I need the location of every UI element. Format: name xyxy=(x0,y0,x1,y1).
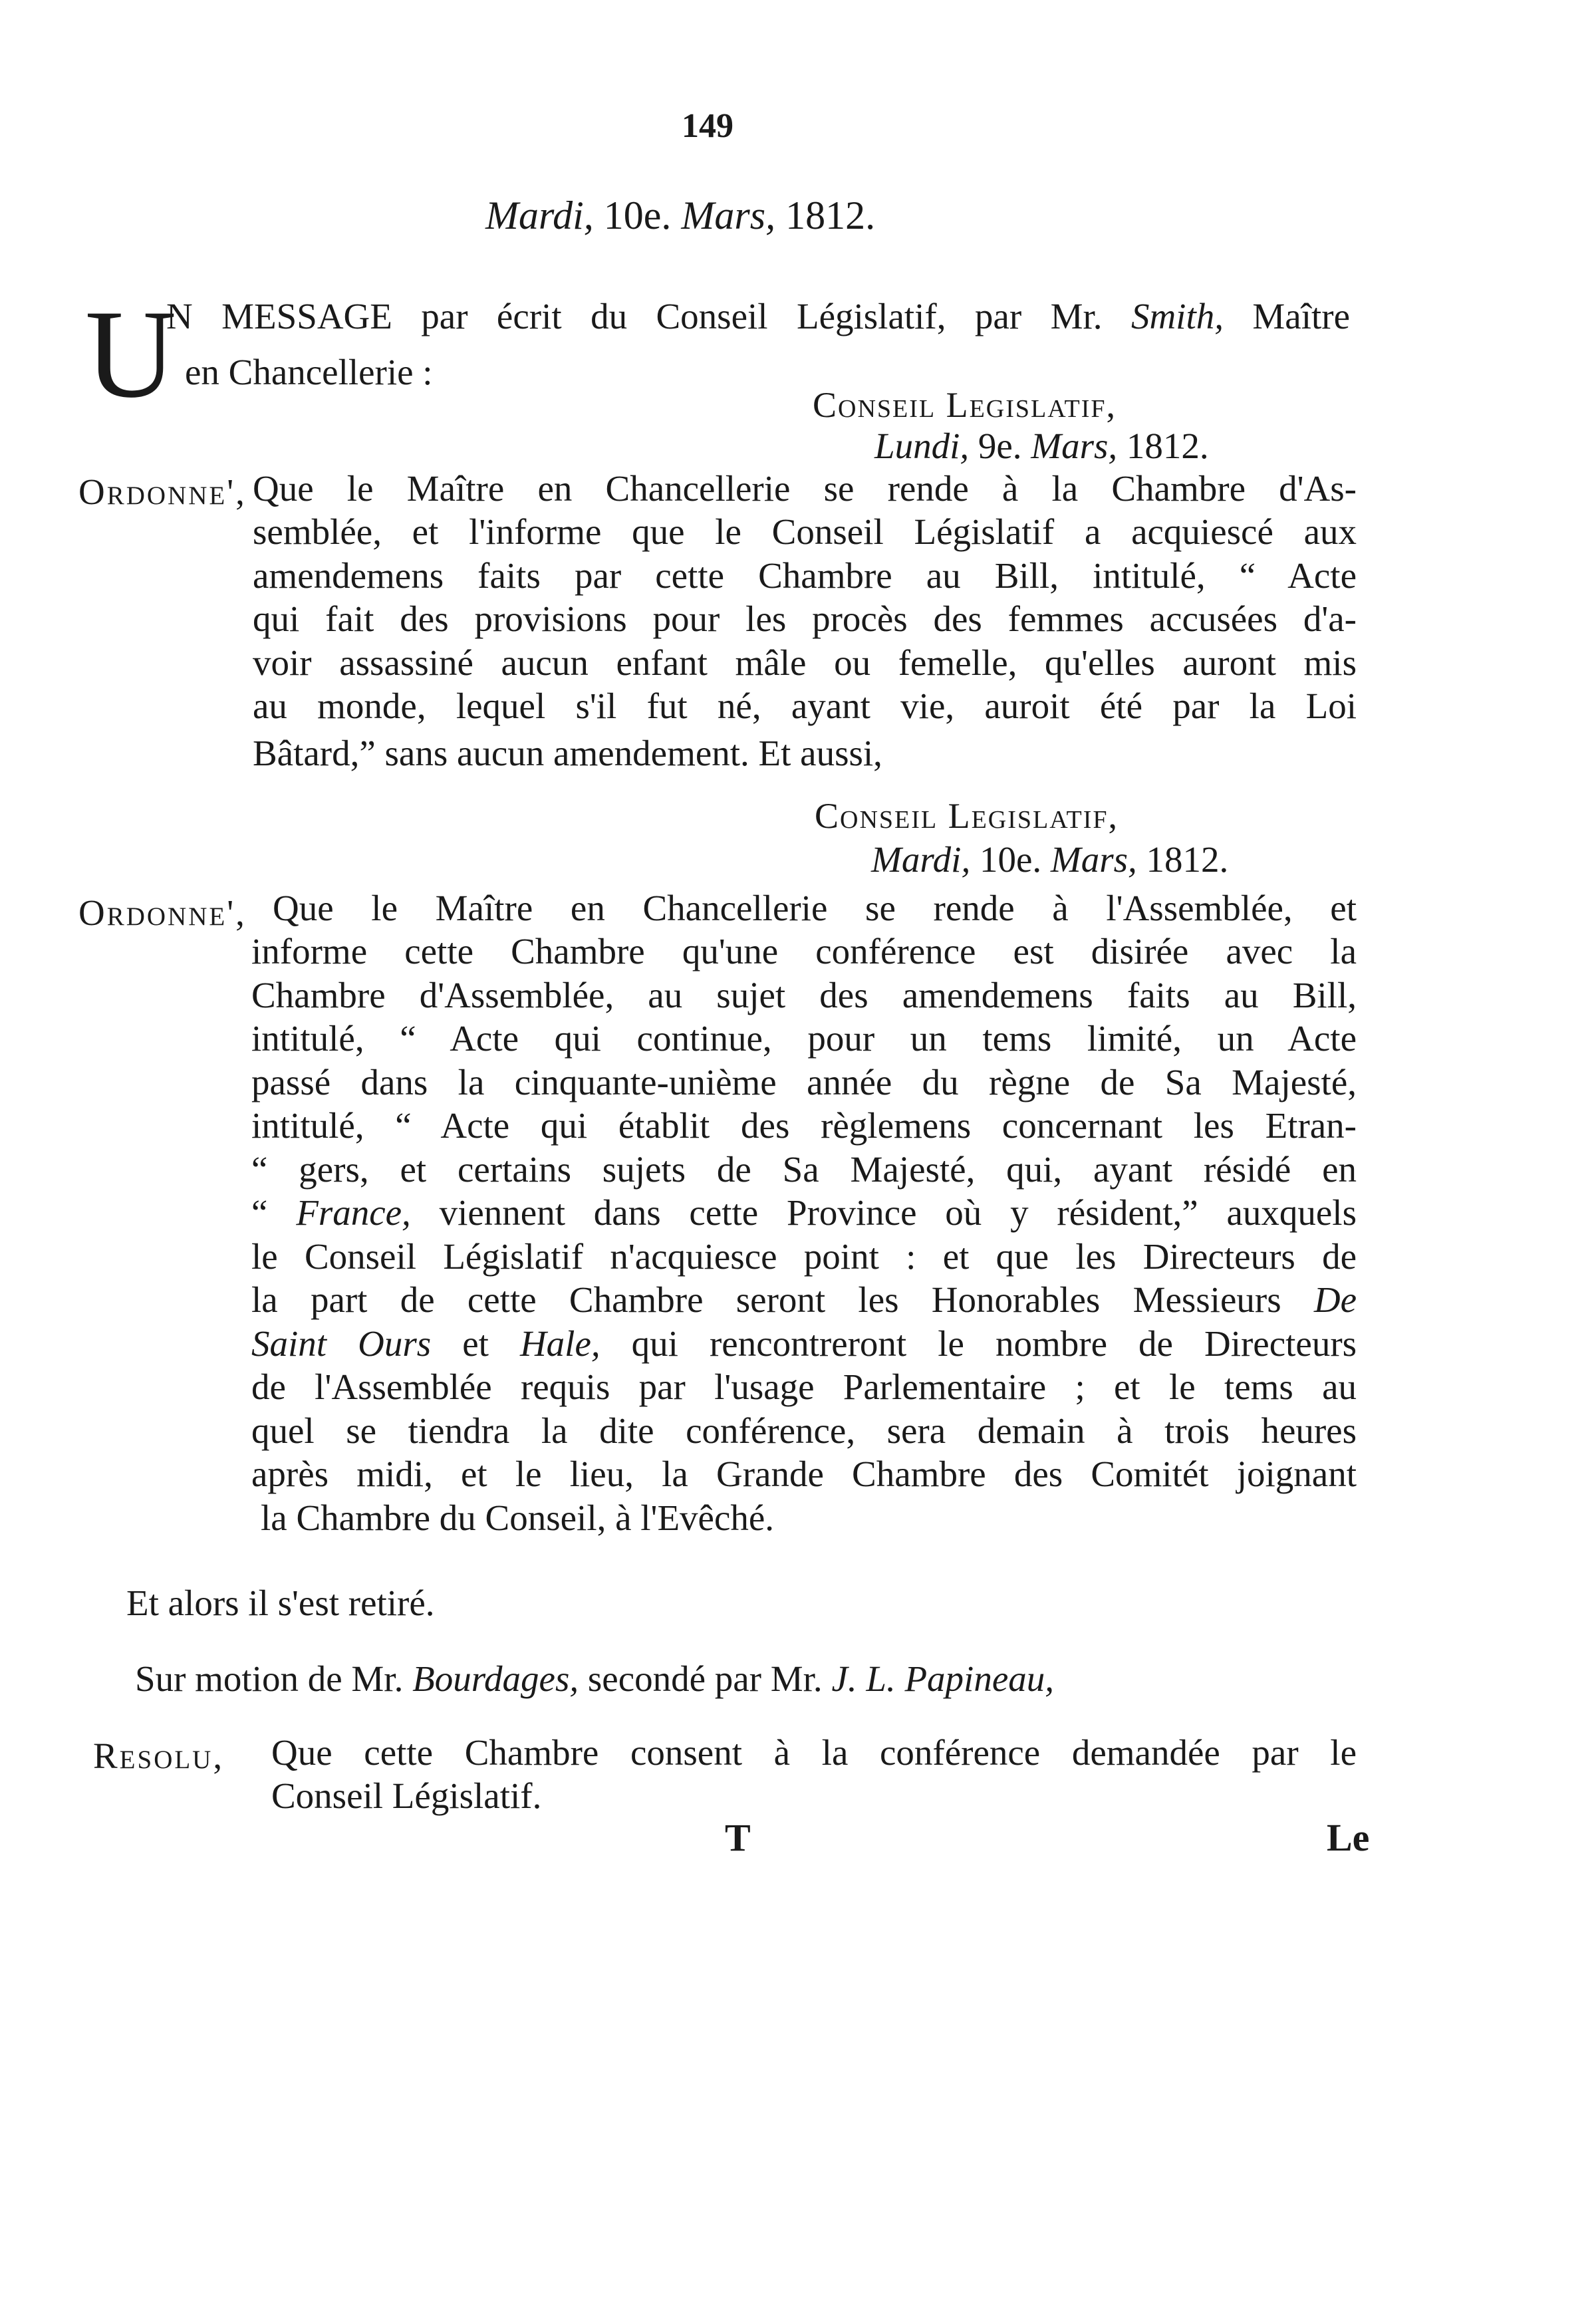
de-word: De xyxy=(1313,1279,1357,1320)
hale-name: Hale, xyxy=(519,1323,600,1364)
order2-line-7: “ gers, et certains sujets de Sa Majesté, qui, ayant résidé en xyxy=(251,1148,1357,1190)
order2-line-3: Chambre d'Assemblée, au sujet des amendemens faits au Bill, xyxy=(251,974,1357,1015)
order2-line-4: intitulé, “ Acte qui continue, pour un tems limité, un Acte xyxy=(251,1018,1357,1059)
order1-date-month: Mars, xyxy=(1031,426,1118,466)
order2-line-8 xyxy=(251,1191,1357,1235)
order2-line-10 xyxy=(251,1278,1357,1322)
order2-line-6: intitulé, “ Acte qui établit des règlemens concernant les Etran- xyxy=(251,1105,1357,1146)
order2-label: Ordonne', xyxy=(78,892,247,933)
order2-line-14: après midi, et le lieu, la Grande Chambre des Comitét joignant xyxy=(251,1454,1357,1494)
order1-label: Ordonne', xyxy=(78,471,247,512)
page-number: 149 xyxy=(682,107,733,145)
message-line-1 xyxy=(166,298,1350,334)
order2-line-5: passé dans la cinquante-unième année du règne de Sa Majesté, xyxy=(251,1061,1357,1102)
motion-mid-text: secondé par Mr. xyxy=(579,1658,832,1699)
order2-line-9: le Conseil Législatif n'acquiesce point : et que les Directeurs de xyxy=(251,1235,1357,1277)
date-date: 10e. xyxy=(603,193,672,237)
et-word: et xyxy=(462,1323,489,1364)
resolu-line-1: Que cette Chambre consent à la conférence demandée par le xyxy=(271,1732,1357,1773)
message-text-end: Maître xyxy=(1223,296,1350,336)
order2-date-month: Mars, xyxy=(1050,839,1137,880)
order2-body xyxy=(251,930,1357,1496)
catchword: Le xyxy=(1327,1816,1370,1859)
order1-date-year: 1812. xyxy=(1126,426,1209,466)
order2-line-1: Que le Maître en Chancellerie se rende à l'Assemblée, et xyxy=(273,888,1357,928)
seconder-name: J. L. Papineau, xyxy=(831,1658,1054,1699)
saint-ours-name: Saint Ours xyxy=(251,1323,432,1364)
motion-text: Sur motion de Mr. xyxy=(135,1658,413,1699)
order2-date xyxy=(871,841,1228,878)
signature-mark: T xyxy=(725,1816,751,1859)
order2-line-10-text: la part de cette Chambre seront les Honorables Messieurs xyxy=(251,1279,1281,1320)
order1-date-date: 9e. xyxy=(978,426,1022,466)
order2-line-8-text: viennent dans cette Province où y résident,” auxquels xyxy=(410,1192,1357,1233)
order2-line-2: informe cette Chambre qu'une conférence est disirée avec la xyxy=(251,931,1357,971)
order2-first-line xyxy=(273,886,1357,930)
order1-first-line xyxy=(253,467,1357,511)
order1-line-2: semblée, et l'informe que le Conseil Législatif a acquiescé aux xyxy=(253,511,1357,552)
order1-line-5: voir assassiné aucun enfant mâle ou femelle, qu'elles auront mis xyxy=(253,642,1357,683)
mover-name: Bourdages, xyxy=(412,1658,579,1699)
resolu-body xyxy=(271,1731,1357,1775)
order2-date-year: 1812. xyxy=(1146,839,1229,880)
order2-line-15: la Chambre du Conseil, à l'Evêché. xyxy=(261,1497,775,1538)
resolu-label: Resolu, xyxy=(93,1736,225,1776)
order2-line-11-text: qui rencontreront le nombre de Directeurs xyxy=(631,1323,1357,1364)
order1-line-4: qui fait des provisions pour les procès des femmes accusées d'a- xyxy=(253,598,1357,639)
date-month: Mars, xyxy=(681,193,776,237)
order1-line-6: au monde, lequel s'il fut né, ayant vie, auroit été par la Loi xyxy=(253,686,1357,726)
order1-date xyxy=(874,428,1209,464)
order2-line-12: de l'Assemblée requis par l'usage Parlementaire ; et le tems au xyxy=(251,1366,1357,1407)
order2-date-day: Mardi, xyxy=(871,839,971,880)
order1-line-1: Que le Maître en Chancellerie se rende à la Chambre d'As- xyxy=(253,468,1357,509)
message-text: N MESSAGE par écrit du Conseil Législatif, par Mr. xyxy=(166,296,1131,336)
drop-cap: U xyxy=(85,285,177,424)
order2-line-11 xyxy=(251,1322,1357,1366)
motion-line xyxy=(135,1660,1054,1697)
order1-body xyxy=(253,510,1357,728)
order1-line-7: Bâtard,” sans aucun amendement. Et aussi, xyxy=(253,733,882,773)
resolu-line-2: Conseil Législatif. xyxy=(271,1775,542,1816)
retire-line: Et alors il s'est retiré. xyxy=(126,1583,435,1623)
order1-date-day: Lundi, xyxy=(874,426,970,466)
order2-date-date: 10e. xyxy=(979,839,1042,880)
order1-line-3: amendemens faits par cette Chambre au Bill, intitulé, “ Acte xyxy=(253,555,1357,596)
date-heading xyxy=(485,193,875,239)
france-word: France, xyxy=(296,1192,411,1233)
date-year: 1812. xyxy=(785,193,876,237)
messenger-name: Smith, xyxy=(1130,296,1224,336)
open-quote: “ xyxy=(251,1192,297,1233)
order2-header: Conseil Legislatif, xyxy=(815,796,1119,836)
order2-line-13: quel se tiendra la dite conférence, sera demain à trois heures xyxy=(251,1410,1357,1451)
order1-header: Conseil Legislatif, xyxy=(813,385,1117,425)
date-day: Mardi, xyxy=(485,193,594,237)
message-line-2: en Chancellerie : xyxy=(185,352,433,392)
